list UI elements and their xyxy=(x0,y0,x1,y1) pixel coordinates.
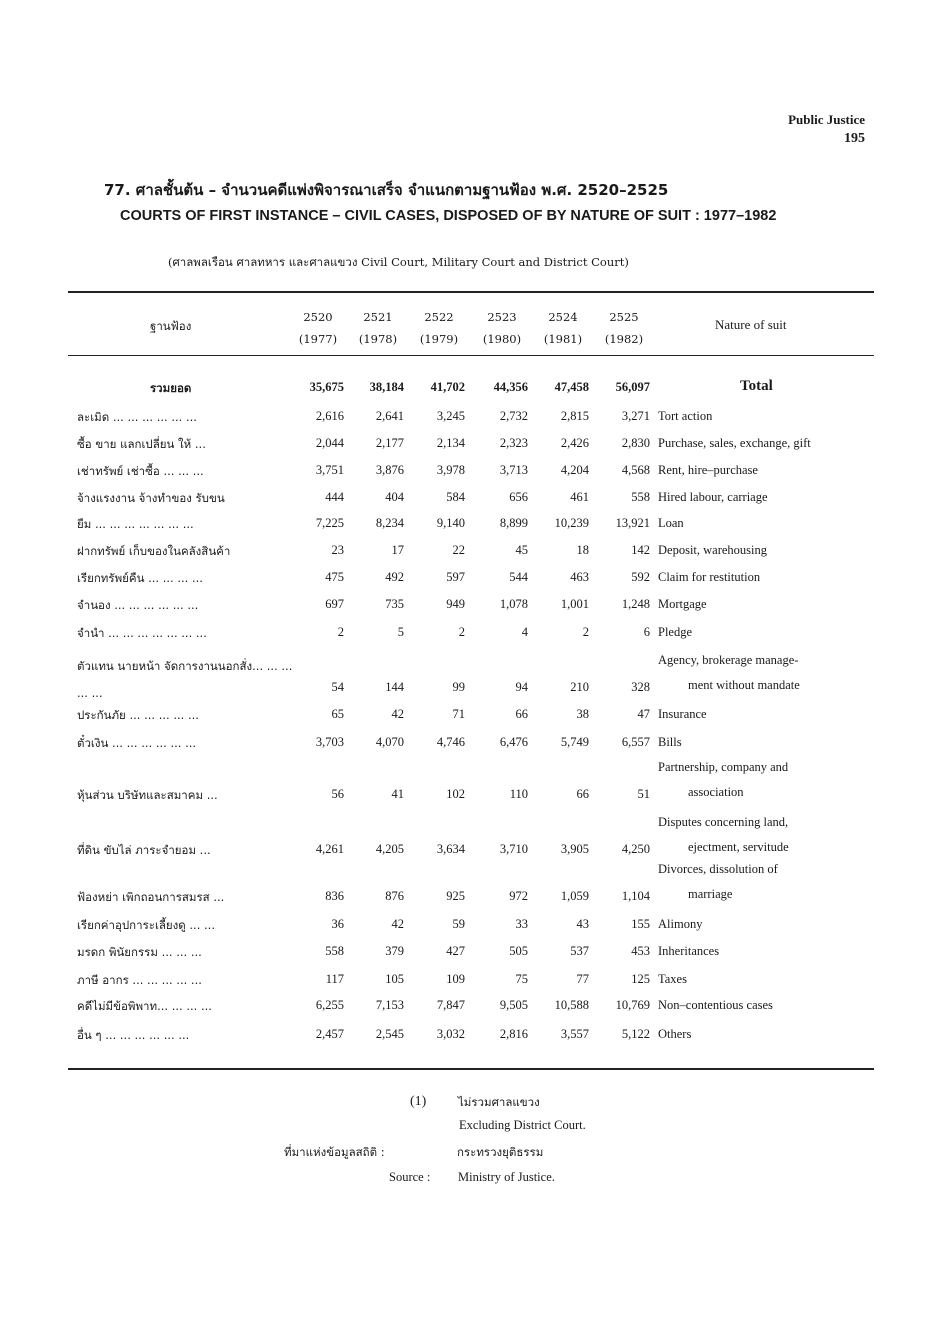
table-cell: 3,713 xyxy=(499,463,528,477)
table-cell: 23 xyxy=(331,543,344,557)
table-cell: 75 xyxy=(515,972,528,986)
table-cell: 2,616 xyxy=(315,409,344,423)
row-label-thai: ยืม ... ... ... ... ... ... ... xyxy=(77,517,194,531)
row-label-english: Hired labour, carriage xyxy=(658,490,768,504)
table-cell: 56,097 xyxy=(615,380,650,394)
table-cell: 38,184 xyxy=(369,380,404,394)
year-header: 2522 (1979) xyxy=(419,310,459,346)
row-label-english: Purchase, sales, exchange, gift xyxy=(658,436,811,450)
table-cell: 66 xyxy=(576,787,589,801)
table-row xyxy=(0,815,941,862)
table-cell: 66 xyxy=(515,707,528,721)
section-header: Public Justice xyxy=(788,112,865,127)
table-cell: 379 xyxy=(385,944,404,958)
row-label-english: Pledge xyxy=(658,625,693,639)
table-cell: 47 xyxy=(637,707,650,721)
table-cell: 155 xyxy=(631,917,650,931)
table-cell: 3,710 xyxy=(499,842,528,856)
table-cell: 71 xyxy=(452,707,465,721)
table-cell: 2,426 xyxy=(560,436,589,450)
table-cell: 4,250 xyxy=(621,842,650,856)
table-cell: 925 xyxy=(446,889,465,903)
source-english: Ministry of Justice. xyxy=(458,1170,555,1184)
table-cell: 2,815 xyxy=(560,409,589,423)
table-cell: 544 xyxy=(509,570,528,584)
row-label-english: Insurance xyxy=(658,707,707,721)
table-subtitle: (ศาลพลเรือน ศาลทหาร และศาลแขวง Civil Court, Military Court and District Court) xyxy=(168,255,629,269)
table-cell: 6,255 xyxy=(315,998,344,1012)
table-cell: 3,751 xyxy=(315,463,344,477)
table-cell: 17 xyxy=(391,543,404,557)
table-cell: 43 xyxy=(576,917,589,931)
table-cell: 1,059 xyxy=(560,889,589,903)
table-cell: 1,078 xyxy=(499,597,528,611)
row-label-thai: ตั๋วเงิน ... ... ... ... ... ... xyxy=(77,736,197,750)
table-cell: 41,702 xyxy=(430,380,465,394)
table-cell: 102 xyxy=(446,787,465,801)
table-cell: 13,921 xyxy=(615,516,650,530)
table-cell: 3,905 xyxy=(560,842,589,856)
table-title-thai: 77. ศาลชั้นต้น – จำนวนคดีแพ่งพิจารณาเสร็จ จำแนกตามฐานฟ้อง พ.ศ. 2520–2525 xyxy=(104,181,669,199)
row-label-english: Claim for restitution xyxy=(658,570,761,584)
table-cell: 38 xyxy=(576,707,589,721)
table-cell: 117 xyxy=(325,972,344,986)
table-cell: 5,122 xyxy=(621,1027,650,1041)
table-cell: 3,634 xyxy=(436,842,465,856)
table-cell: 144 xyxy=(385,680,404,694)
row-label-english: Alimony xyxy=(658,917,703,931)
table-cell: 35,675 xyxy=(309,380,344,394)
row-label-thai: เรียกทรัพย์คืน ... ... ... ... xyxy=(77,571,203,585)
row-label-thai: เรียกค่าอุปการะเลี้ยงดู ... ... xyxy=(77,918,215,932)
table-cell: 492 xyxy=(385,570,404,584)
table-cell: 7,225 xyxy=(315,516,344,530)
total-row xyxy=(0,380,941,400)
table-row xyxy=(0,463,941,483)
row-label-english: Mortgage xyxy=(658,597,707,611)
page-number: 195 xyxy=(844,131,865,146)
table-row xyxy=(0,862,941,909)
row-label-thai: อื่น ๆ ... ... ... ... ... ... xyxy=(77,1028,190,1042)
table-cell: 3,271 xyxy=(621,409,650,423)
row-label-english: Disputes concerning land, xyxy=(658,815,789,829)
table-cell: 5 xyxy=(397,625,404,639)
column-header-english: Nature of suit xyxy=(715,317,787,332)
table-cell: 6 xyxy=(643,625,650,639)
row-label-thai: รวมยอด xyxy=(150,381,192,395)
year-header: 2520 (1977) xyxy=(298,310,338,346)
table-cell: 1,248 xyxy=(621,597,650,611)
table-cell: 2,641 xyxy=(375,409,404,423)
year-header: 2523 (1980) xyxy=(482,310,522,346)
row-label-english: Bills xyxy=(658,735,682,749)
note-thai: ไม่รวมศาลแขวง xyxy=(458,1095,540,1109)
table-cell: 94 xyxy=(515,680,528,694)
row-label-english-cont: association xyxy=(688,785,744,799)
table-cell: 3,703 xyxy=(315,735,344,749)
table-cell: 10,588 xyxy=(554,998,589,1012)
table-cell: 44,356 xyxy=(493,380,528,394)
row-label-english: Tort action xyxy=(658,409,713,423)
row-label-thai: ละเมิด ... ... ... ... ... ... xyxy=(77,410,197,424)
table-cell: 45 xyxy=(515,543,528,557)
row-label-english: Loan xyxy=(658,516,684,530)
table-cell: 584 xyxy=(446,490,465,504)
table-cell: 2,044 xyxy=(315,436,344,450)
table-cell: 56 xyxy=(331,787,344,801)
row-label-thai: ตัวแทน นายหน้า จัดการงานนอกสั่ง... ... ... ... ... xyxy=(77,659,293,700)
table-cell: 949 xyxy=(446,597,465,611)
table-cell: 836 xyxy=(325,889,344,903)
table-cell: 2 xyxy=(458,625,465,639)
table-cell: 47,458 xyxy=(554,380,589,394)
row-label-thai: ฝากทรัพย์ เก็บของในคลังสินค้า xyxy=(77,544,231,558)
table-cell: 4,261 xyxy=(315,842,344,856)
table-cell: 4,746 xyxy=(436,735,465,749)
row-label-thai: เช่าทรัพย์ เช่าซื้อ ... ... ... xyxy=(77,464,204,478)
table-row xyxy=(0,944,941,964)
note-english: Excluding District Court. xyxy=(459,1118,586,1132)
row-label-thai: จำนอง ... ... ... ... ... ... xyxy=(77,598,199,612)
table-cell: 461 xyxy=(570,490,589,504)
table-title-english: COURTS OF FIRST INSTANCE – CIVIL CASES, DISPOSED OF BY NATURE OF SUIT : 1977–1982 xyxy=(120,208,777,224)
table-cell: 444 xyxy=(325,490,344,504)
table-cell: 2,134 xyxy=(436,436,465,450)
table-cell: 2,732 xyxy=(499,409,528,423)
table-row xyxy=(0,917,941,937)
table-cell: 2 xyxy=(582,625,589,639)
row-label-thai: หุ้นส่วน บริษัทและสมาคม ... xyxy=(77,788,218,802)
table-row xyxy=(0,490,941,510)
row-label-thai: มรดก พินัยกรรม ... ... ... xyxy=(77,945,202,959)
row-label-thai: ประกันภัย ... ... ... ... ... xyxy=(77,708,199,722)
table-cell: 2,545 xyxy=(375,1027,404,1041)
top-rule xyxy=(68,291,874,293)
table-cell: 42 xyxy=(391,707,404,721)
table-cell: 427 xyxy=(446,944,465,958)
table-row xyxy=(0,707,941,727)
note-marker: (1) xyxy=(410,1094,427,1109)
table-cell: 109 xyxy=(446,972,465,986)
table-cell: 3,876 xyxy=(375,463,404,477)
table-cell: 4,070 xyxy=(375,735,404,749)
table-cell: 210 xyxy=(570,680,589,694)
row-label-english: Partnership, company and xyxy=(658,760,789,774)
row-label-thai: ที่ดิน ขับไล่ ภาระจำยอม ... xyxy=(77,843,211,857)
row-label-english: Non–contentious cases xyxy=(658,998,773,1012)
table-cell: 4,205 xyxy=(375,842,404,856)
table-cell: 6,476 xyxy=(499,735,528,749)
table-cell: 99 xyxy=(452,680,465,694)
table-cell: 2,457 xyxy=(315,1027,344,1041)
table-cell: 3,557 xyxy=(560,1027,589,1041)
table-cell: 592 xyxy=(631,570,650,584)
table-cell: 404 xyxy=(385,490,404,504)
table-cell: 6,557 xyxy=(621,735,650,749)
year-header: 2525 (1982) xyxy=(604,310,644,346)
table-cell: 537 xyxy=(570,944,589,958)
table-row xyxy=(0,570,941,590)
table-cell: 972 xyxy=(509,889,528,903)
source-label-english: Source : xyxy=(389,1170,431,1184)
table-cell: 2,177 xyxy=(375,436,404,450)
table-cell: 4,568 xyxy=(621,463,650,477)
table-cell: 505 xyxy=(509,944,528,958)
table-cell: 328 xyxy=(631,680,650,694)
row-label-english: Deposit, warehousing xyxy=(658,543,768,557)
table-row xyxy=(0,972,941,992)
row-label-english: Others xyxy=(658,1027,692,1041)
table-cell: 5,749 xyxy=(560,735,589,749)
table-row xyxy=(0,625,941,645)
table-row xyxy=(0,409,941,429)
row-label-english: Taxes xyxy=(658,972,687,986)
table-cell: 4 xyxy=(521,625,528,639)
row-label-english: Agency, brokerage manage- xyxy=(658,653,799,667)
table-cell: 7,847 xyxy=(436,998,465,1012)
table-cell: 558 xyxy=(325,944,344,958)
table-cell: 142 xyxy=(631,543,650,557)
table-cell: 597 xyxy=(446,570,465,584)
table-cell: 110 xyxy=(509,787,528,801)
table-row xyxy=(0,516,941,536)
table-cell: 42 xyxy=(391,917,404,931)
table-cell: 558 xyxy=(631,490,650,504)
table-cell: 463 xyxy=(570,570,589,584)
row-label-english: Inheritances xyxy=(658,944,720,958)
table-row xyxy=(0,1027,941,1047)
table-cell: 65 xyxy=(331,707,344,721)
table-cell: 36 xyxy=(331,917,344,931)
table-cell: 2,830 xyxy=(621,436,650,450)
bottom-rule xyxy=(68,1068,874,1070)
table-cell: 876 xyxy=(385,889,404,903)
row-label-thai: ฟ้องหย่า เพิกถอนการสมรส ... xyxy=(77,890,225,904)
table-cell: 1,001 xyxy=(560,597,589,611)
header-rule xyxy=(68,355,874,356)
year-header: 2521 (1978) xyxy=(358,310,398,346)
table-cell: 18 xyxy=(576,543,589,557)
row-label-english-cont: ment without mandate xyxy=(688,678,800,692)
table-cell: 10,239 xyxy=(554,516,589,530)
row-label-thai: คดีไม่มีข้อพิพาท... ... ... ... xyxy=(77,999,212,1013)
table-cell: 33 xyxy=(515,917,528,931)
table-cell: 475 xyxy=(325,570,344,584)
table-row xyxy=(0,543,941,563)
row-label-thai: จำนำ ... ... ... ... ... ... ... xyxy=(77,626,207,640)
row-label-english: Divorces, dissolution of xyxy=(658,862,778,876)
row-label-english-cont: marriage xyxy=(688,887,733,901)
table-cell: 9,140 xyxy=(436,516,465,530)
source-label-thai: ที่มาแห่งข้อมูลสถิติ : xyxy=(284,1145,385,1159)
table-cell: 735 xyxy=(385,597,404,611)
table-cell: 1,104 xyxy=(621,889,650,903)
table-cell: 3,978 xyxy=(436,463,465,477)
row-label-thai: จ้างแรงงาน จ้างทำของ รับขน xyxy=(77,491,225,505)
table-cell: 59 xyxy=(452,917,465,931)
table-cell: 8,899 xyxy=(499,516,528,530)
table-cell: 656 xyxy=(509,490,528,504)
table-cell: 2,816 xyxy=(499,1027,528,1041)
row-label-thai: ซื้อ ขาย แลกเปลี่ยน ให้ ... xyxy=(77,437,206,451)
table-row xyxy=(0,436,941,456)
table-cell: 2 xyxy=(337,625,344,639)
row-label-english: Rent, hire–purchase xyxy=(658,463,758,477)
table-cell: 453 xyxy=(631,944,650,958)
table-row xyxy=(0,998,941,1018)
table-cell: 3,245 xyxy=(436,409,465,423)
table-cell: 54 xyxy=(331,680,344,694)
table-cell: 41 xyxy=(391,787,404,801)
table-cell: 8,234 xyxy=(375,516,404,530)
table-cell: 7,153 xyxy=(375,998,404,1012)
table-row xyxy=(0,735,941,755)
row-label-english-cont: ejectment, servitude xyxy=(688,840,789,854)
source-thai: กระทรวงยุติธรรม xyxy=(457,1145,544,1159)
column-header-thai: ฐานฟ้อง xyxy=(150,319,192,333)
table-cell: 4,204 xyxy=(560,463,589,477)
table-row xyxy=(0,653,941,700)
table-cell: 10,769 xyxy=(615,998,650,1012)
table-cell: 22 xyxy=(452,543,465,557)
row-label-english: Total xyxy=(740,378,773,394)
year-header: 2524 (1981) xyxy=(543,310,583,346)
table-cell: 2,323 xyxy=(499,436,528,450)
table-cell: 9,505 xyxy=(499,998,528,1012)
row-label-thai: ภาษี อากร ... ... ... ... ... xyxy=(77,973,202,987)
table-row xyxy=(0,760,941,807)
table-cell: 3,032 xyxy=(436,1027,465,1041)
table-cell: 77 xyxy=(576,972,589,986)
table-row xyxy=(0,597,941,617)
table-cell: 105 xyxy=(385,972,404,986)
table-cell: 125 xyxy=(631,972,650,986)
table-cell: 697 xyxy=(325,597,344,611)
table-cell: 51 xyxy=(637,787,650,801)
